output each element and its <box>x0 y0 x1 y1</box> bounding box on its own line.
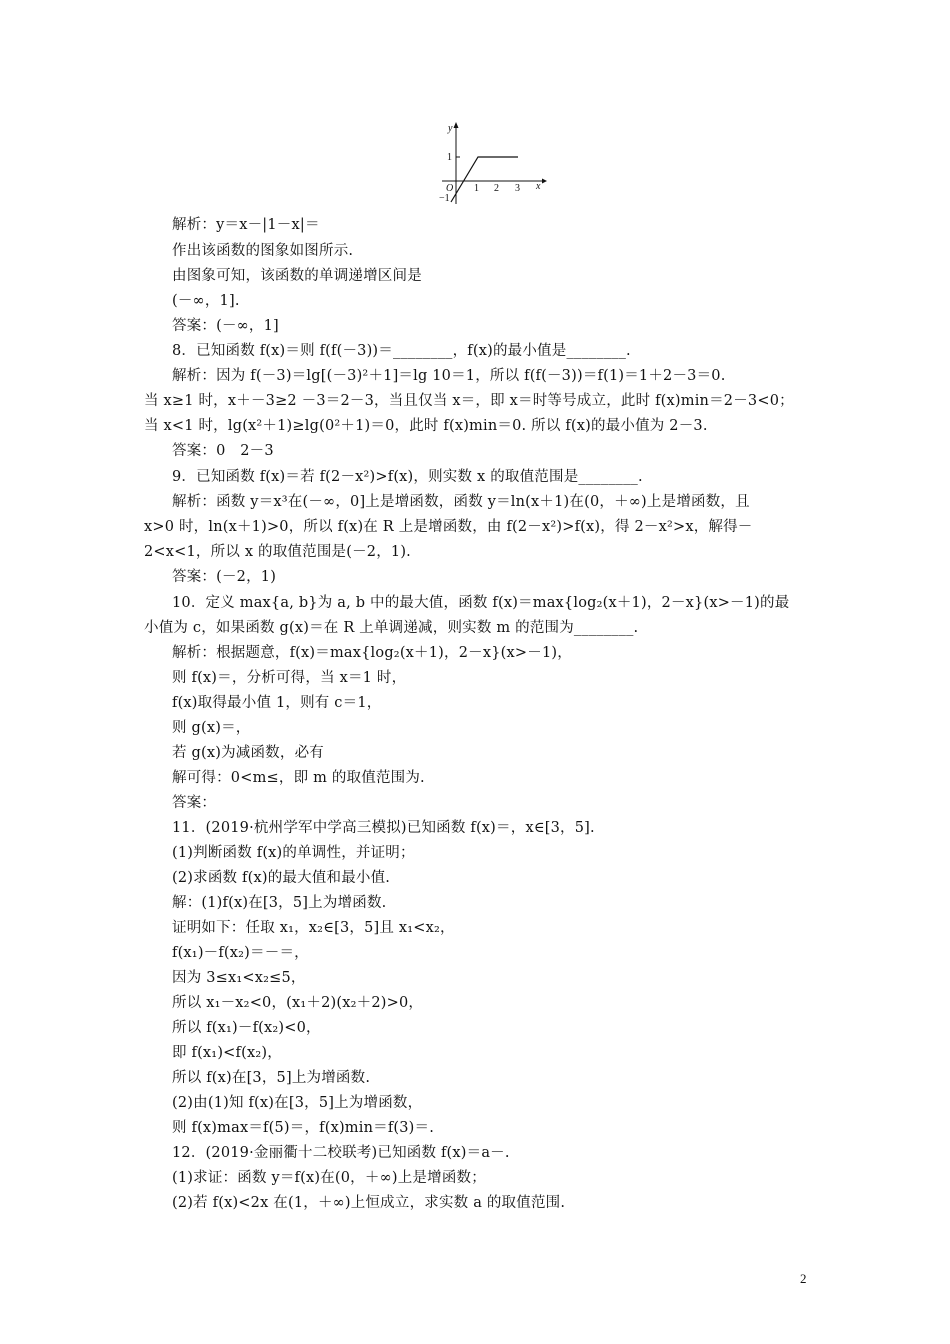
text-line: 所以 f(x)在[3，5]上为增函数. <box>172 1070 371 1086</box>
text-line: 则 f(x)＝，分析可得，当 x＝1 时， <box>172 670 407 686</box>
text-line: 解可得：0<m≤，即 m 的取值范围为. <box>172 770 425 786</box>
function-graph <box>438 120 548 206</box>
y-tick-1-label: 1 <box>447 152 452 163</box>
text-line: 答案：(－∞，1] <box>172 318 279 334</box>
text-line: (2)求函数 f(x)的最大值和最小值. <box>172 870 391 886</box>
text-line: 答案： <box>172 795 217 811</box>
text-line: 解析：因为 f(－3)＝lg[(－3)²＋1]＝lg 10＝1，所以 f(f(－3))＝f(1)＝1＋2－3＝0. <box>172 368 726 384</box>
page-number: 2 <box>800 1271 807 1286</box>
text-line: 解：(1)f(x)在[3，5]上为增函数. <box>172 895 387 911</box>
text-line: 10．定义 max{a, b}为 a, b 中的最大值，函数 f(x)＝max{log₂(x＋1)，2－x}(x>－1)的最 <box>172 595 790 611</box>
text-line: 2<x<1，所以 x 的取值范围是(－2，1). <box>144 544 411 560</box>
function-curve <box>451 157 518 202</box>
text-line: 因为 3≤x₁<x₂≤5， <box>172 970 306 986</box>
text-line: 当 x<1 时，lg(x²＋1)≥lg(0²＋1)＝0，此时 f(x)min＝0. 所以 f(x)的最小值为 2－3. <box>144 418 708 434</box>
text-line: 则 f(x)max＝f(5)＝，f(x)min＝f(3)＝. <box>172 1120 435 1136</box>
text-line: (2)由(1)知 f(x)在[3，5]上为增函数， <box>172 1095 423 1111</box>
x-tick-1-label: 1 <box>474 183 479 194</box>
text-line: 小值为 c，如果函数 g(x)＝在 R 上单调递减，则实数 m 的范围为________. <box>144 620 639 636</box>
origin-label: O <box>446 183 454 194</box>
text-line: 所以 x₁－x₂<0，(x₁＋2)(x₂＋2)>0， <box>172 995 424 1011</box>
text-line: 则 g(x)＝， <box>172 720 251 736</box>
y-axis-arrow <box>454 122 459 128</box>
text-line: 当 x≥1 时，x＋－3≥2 －3＝2－3，当且仅当 x＝，即 x＝时等号成立，此时 f(x)min＝2－3<0； <box>144 393 794 409</box>
text-line: 解析：根据题意，f(x)＝max{log₂(x＋1)，2－x}(x>－1)， <box>172 645 572 661</box>
y-tick-neg1-label: −1 <box>439 193 450 204</box>
text-line: 作出该函数的图象如图所示. <box>172 243 354 259</box>
text-line: 所以 f(x₁)－f(x₂)<0， <box>172 1020 321 1036</box>
text-line: 答案：(－2，1) <box>172 569 277 585</box>
text-line: (1)判断函数 f(x)的单调性，并证明； <box>172 845 415 861</box>
x-tick-2-label: 2 <box>494 183 499 194</box>
text-line: f(x)取得最小值 1，则有 c＝1， <box>172 695 382 711</box>
y-axis-label: y <box>448 123 453 134</box>
x-axis-label: x <box>536 181 541 192</box>
text-line: 12．(2019·金丽衢十二校联考)已知函数 f(x)＝a－. <box>172 1145 510 1161</box>
text-line: 若 g(x)为减函数，必有 <box>172 745 324 761</box>
text-line: 8．已知函数 f(x)＝则 f(f(－3))＝________，f(x)的最小值是________. <box>172 343 631 359</box>
text-line: (1)求证：函数 y＝f(x)在(0，＋∞)上是增函数； <box>172 1170 486 1186</box>
text-line: 答案：0 2－3 <box>172 443 274 459</box>
text-line: (2)若 f(x)<2x 在(1，＋∞)上恒成立，求实数 a 的取值范围. <box>172 1195 566 1211</box>
text-line: (－∞，1]. <box>172 293 240 309</box>
text-line: x>0 时，ln(x＋1)>0，所以 f(x)在 R 上是增函数，由 f(2－x²)>f(x)，得 2－x²>x，解得－ <box>144 519 753 535</box>
text-line: 解析：y＝x－|1－x|＝ <box>172 217 320 233</box>
text-line: 9．已知函数 f(x)＝若 f(2－x²)>f(x)，则实数 x 的取值范围是________. <box>172 469 643 485</box>
text-line: 即 f(x₁)<f(x₂)， <box>172 1045 282 1061</box>
text-line: 解析：函数 y＝x³在(－∞，0]上是增函数，函数 y＝ln(x＋1)在(0，＋∞)上是增函数，且 <box>172 494 750 510</box>
text-line: 11．(2019·杭州学军中学高三模拟)已知函数 f(x)＝，x∈[3，5]. <box>172 820 595 836</box>
x-axis-arrow <box>542 179 547 184</box>
x-tick-3-label: 3 <box>515 183 520 194</box>
text-line: f(x₁)－f(x₂)＝－＝， <box>172 945 309 961</box>
text-line: 证明如下：任取 x₁，x₂∈[3，5]且 x₁<x₂， <box>172 920 455 936</box>
text-line: 由图象可知，该函数的单调递增区间是 <box>172 268 422 284</box>
